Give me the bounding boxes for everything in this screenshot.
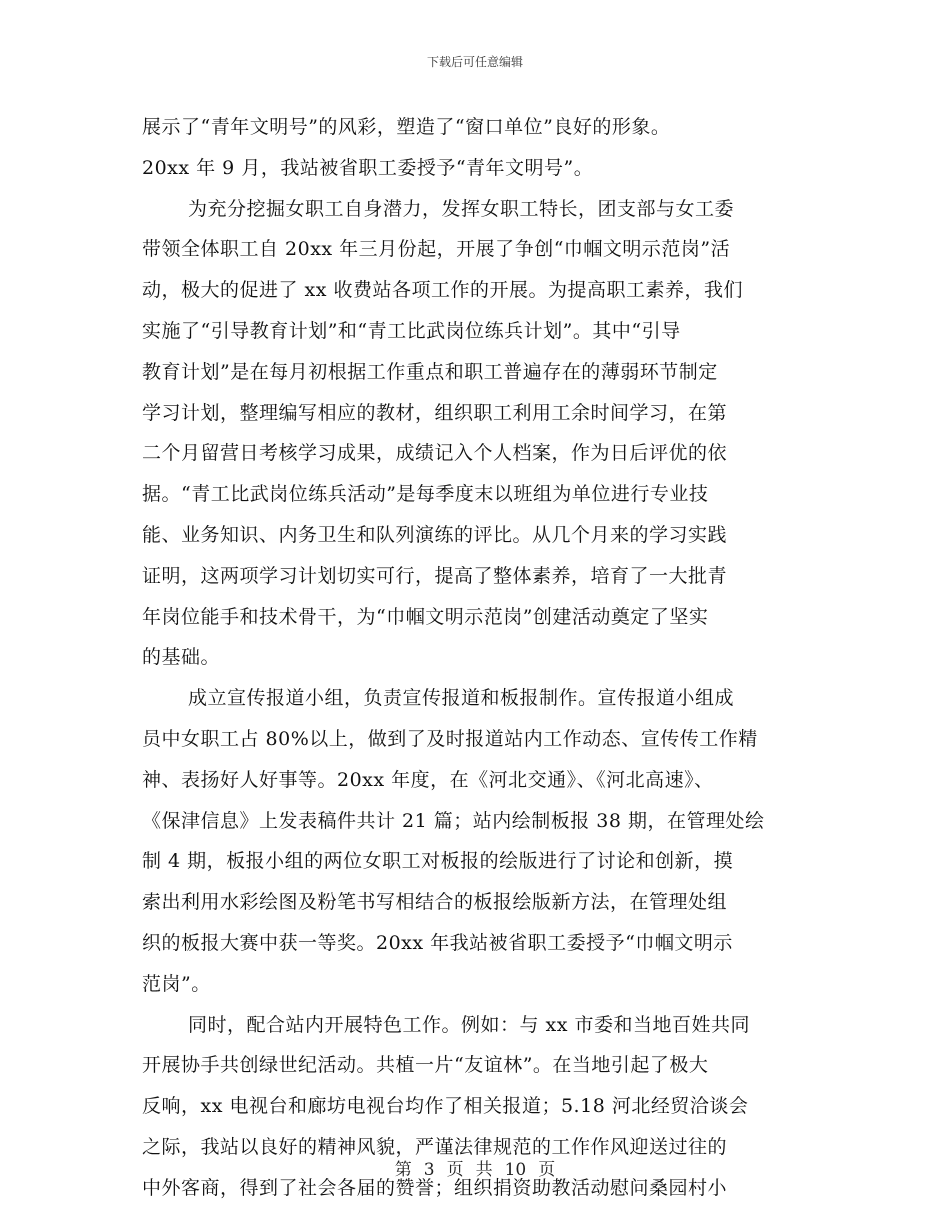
page-footer [0,1155,950,1180]
text-line: 索出利用水彩绘图及粉笔书写相结合的板报绘版新方法，在管理处组 [142,891,728,914]
text-line: 证明，这两项学习计划切实可行，提高了整体素养，培育了一大批青 [142,564,728,587]
text-line: 学习计划，整理编写相应的教材，组织职工利用工余时间学习，在第 [142,401,728,424]
text-line: 《保津信息》上发表稿件共计 21 篇；站内绘制板报 38 期，在管理处绘 [142,809,765,832]
text-line: 同时，配合站内开展特色工作。例如：与 xx 市委和当地百姓共同 [188,1013,751,1036]
text-line: 成立宣传报道小组，负责宣传报道和板报制作。宣传报道小组成 [188,687,735,710]
page-label-suffix: 页 [538,1160,556,1180]
text-line: 制 4 期，板报小组的两位女职工对板报的绘版进行了讨论和创新，摸 [142,850,734,873]
page-label-prefix: 第 [394,1160,412,1180]
text-line: 之际，我站以良好的精神风貌，严谨法律规范的工作作风迎送过往的 [142,1135,728,1158]
text-line: 开展协手共创绿世纪活动。共植一片“友谊林”。在当地引起了极大 [142,1054,709,1077]
text-line: 织的板报大赛中获一等奖。20xx 年我站被省职工委授予“巾帼文明示 [142,931,733,954]
text-line: 实施了“引导教育计划”和“青工比武岗位练兵计划”。其中“引导 [142,319,681,342]
text-line: 展示了“青年文明号”的风彩，塑造了“窗口单位”良好的形象。 [142,116,671,138]
text-line: 带领全体职工自 20xx 年三月份起，开展了争创“巾帼文明示范岗”活 [142,238,731,261]
paragraph-1 [142,107,814,189]
text-line: 神、表扬好人好事等。20xx 年度，在《河北交通》、《河北高速》、 [142,768,714,791]
text-line: 反响，xx 电视台和廊坊电视台均作了相关报道；5.18 河北经贸洽谈会 [142,1095,749,1118]
paragraph-3 [142,678,814,1004]
text-line: 动，极大的促进了 xx 收费站各项工作的开展。为提高职工素养，我们 [142,279,744,302]
document-body [142,107,814,1209]
text-line: 据。“青工比武岗位练兵活动”是每季度末以班组为单位进行专业技 [142,483,709,506]
paragraph-2 [142,189,814,679]
text-line: 二个月留营日考核学习成果，成绩记入个人档案，作为日后评优的依 [142,442,728,465]
text-line: 能、业务知识、内务卫生和队列演练的评比。从几个月来的学习实践 [142,523,728,546]
text-line: 的基础。 [142,646,221,669]
text-line: 20xx 年 9 月，我站被省职工委授予“青年文明号”。 [142,156,594,179]
total-label: 共 [475,1160,493,1180]
text-line: 中外客商，得到了社会各届的赞誉；组织捐资助教活动慰问桑园村小 [142,1176,728,1199]
text-line: 教育计划”是在每月初根据工作重点和职工普遍存在的薄弱环节制定 [142,360,718,383]
total-pages-number: 10 [504,1160,527,1180]
page-header-note: 下载后可任意编辑 [426,55,523,69]
text-line: 年岗位能手和技术骨干，为“巾帼文明示范岗”创建活动奠定了坚实 [142,605,709,628]
page-label-mid: 页 [446,1160,464,1180]
current-page-number: 3 [423,1160,435,1180]
text-line: 为充分挖掘女职工自身潜力，发挥女职工特长，团支部与女工委 [188,197,735,220]
text-line: 员中女职工占 80%以上，做到了及时报道站内工作动态、宣传传工作精 [142,727,758,750]
text-line: 范岗”。 [142,972,211,995]
